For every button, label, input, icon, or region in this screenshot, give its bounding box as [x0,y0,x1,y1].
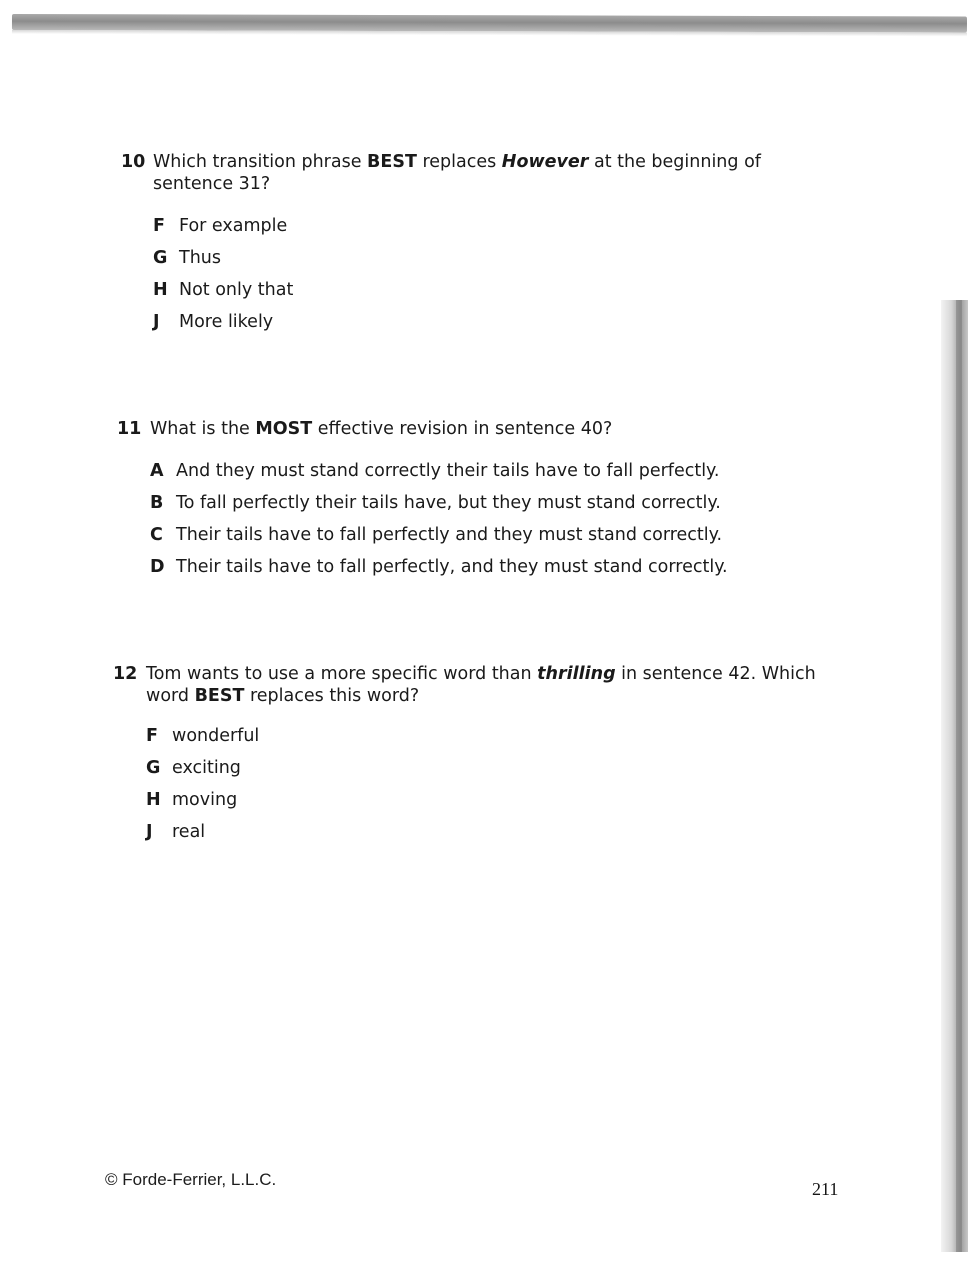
prompt-text: Tom wants to use a more specific word than [146,664,538,684]
answer-option-c[interactable] [150,524,722,546]
top-edge-rule [12,14,967,33]
answer-option-f[interactable] [153,215,287,237]
option-text: moving [172,790,238,810]
right-page-edge-shadow [941,300,968,1252]
option-letter: D [150,557,165,577]
answer-option-f[interactable] [146,725,259,747]
option-letter: J [153,312,160,332]
option-text: Their tails have to fall perfectly, and they must stand correctly. [176,557,728,577]
copyright-notice: © Forde-Ferrier, L.L.C. [105,1170,277,1189]
answer-option-h[interactable] [153,279,293,301]
prompt-bold-word: BEST [194,686,245,706]
answer-option-g[interactable] [146,757,241,779]
option-text: wonderful [172,726,260,746]
question-number: 12 [113,664,138,684]
prompt-emphasis-word: thrilling [537,664,616,684]
option-text: To fall perfectly their tails have, but they must stand correctly. [176,493,721,513]
prompt-text: in sentence 42. Which word [146,664,816,706]
option-letter: F [146,726,158,746]
option-letter: G [153,248,168,268]
option-letter: H [146,790,161,810]
page-number: 211 [812,1179,839,1199]
option-text: Thus [179,248,221,268]
prompt-text: at the beginning of sentence 31? [153,152,761,194]
option-text: Not only that [179,280,294,300]
option-text: For example [179,216,288,236]
answer-option-j[interactable] [153,311,273,333]
prompt-bold-word: BEST [367,152,417,172]
prompt-text: effective revision in sentence 40? [312,419,613,439]
prompt-emphasis-word: However [501,152,589,172]
option-letter: H [153,280,168,300]
option-letter: C [150,525,163,545]
option-text: Their tails have to fall perfectly and they must stand correctly. [176,525,723,545]
prompt-text: Which transition phrase [153,152,368,172]
option-letter: F [153,216,165,236]
answer-option-j[interactable] [146,821,205,843]
option-text: exciting [172,758,241,778]
prompt-text: What is the [150,419,256,439]
question-prompt [150,418,850,440]
answer-option-h[interactable] [146,789,237,811]
answer-option-a[interactable] [150,460,719,482]
prompt-text: replaces [416,152,502,172]
prompt-text: replaces this word? [244,686,420,706]
option-letter: J [146,822,153,842]
option-text: real [172,822,206,842]
question-prompt [153,151,803,195]
answer-option-b[interactable] [150,492,721,514]
prompt-bold-word: MOST [255,419,313,439]
option-letter: G [146,758,161,778]
question-prompt [146,663,846,707]
option-text: More likely [179,312,274,332]
question-number: 10 [121,152,146,172]
answer-option-d[interactable] [150,556,728,578]
question-number: 11 [117,419,142,439]
answer-option-g[interactable] [153,247,221,269]
option-letter: B [150,493,164,513]
option-text: And they must stand correctly their tails have to fall perfectly. [176,461,720,481]
option-letter: A [150,461,164,481]
